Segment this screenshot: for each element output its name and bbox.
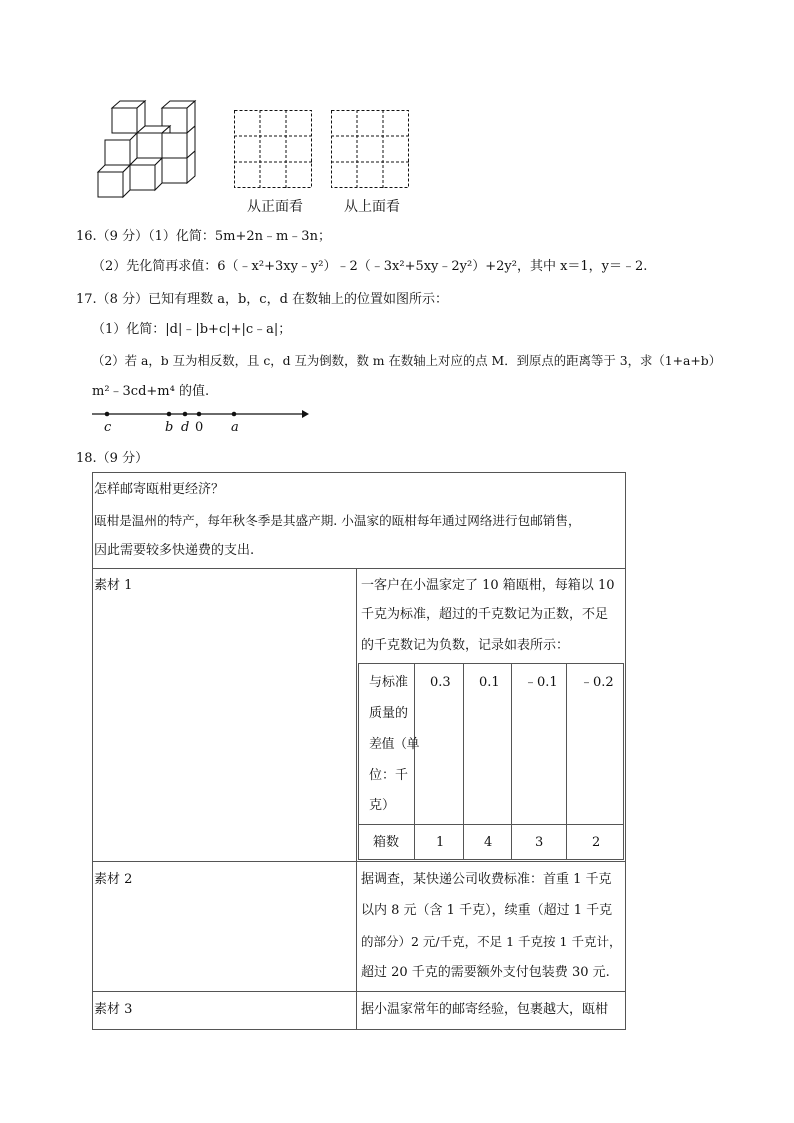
label-zero: 0 — [195, 420, 204, 435]
q17-part1: （1）化简：|d|﹣|b+c|+|c﹣a|； — [92, 322, 292, 337]
material2-line2: 以内 8 元（含 1 千克），续重（超过 1 千克 — [361, 903, 613, 918]
count-cell: 4 — [484, 835, 493, 850]
q17-head: 17.（8 分）已知有理数 a，b，c，d 在数轴上的位置如图所示： — [76, 292, 449, 307]
row-header-line2: 质量的 — [369, 706, 409, 721]
material3-label: 素材 3 — [94, 1002, 133, 1017]
top-view-label: 从上面看 — [344, 199, 400, 215]
q16-part2: （2）先化简再求值：6（﹣x²+3xy﹣y²）﹣2（﹣3x²+5xy﹣2y²）+2y²，其中 x＝1，y＝﹣2. — [92, 259, 648, 274]
count-header: 箱数 — [373, 835, 400, 850]
diff-cell: ﹣0.1 — [524, 675, 558, 690]
material2-line3: 的部分）2 元/千克，不足 1 千克按 1 千克计， — [361, 934, 622, 949]
front-view-grid — [234, 110, 314, 190]
label-b: b — [165, 420, 174, 435]
row-header-line5: 克） — [369, 798, 396, 813]
material2-line1: 据调查，某快递公司收费标准：首重 1 千克 — [361, 872, 612, 887]
diff-cell: ﹣0.2 — [580, 675, 614, 690]
material3-line1: 据小温家常年的邮寄经验，包裹越大，瓯柑 — [361, 1002, 609, 1017]
point-a — [232, 412, 237, 417]
point-c — [105, 412, 110, 417]
count-cell: 3 — [535, 835, 544, 850]
q17-part2-line1: （2）若 a，b 互为相反数，且 c，d 互为倒数，数 m 在数轴上对应的点 M．到原点的距离等于 3，求（1+a+b） — [92, 353, 722, 368]
material1-line3: 的千克数记为负数，记录如表所示： — [361, 638, 570, 653]
point-b — [167, 412, 172, 417]
diff-cell: 0.3 — [430, 675, 451, 690]
material1-label: 素材 1 — [94, 578, 133, 593]
count-cell: 2 — [592, 835, 601, 850]
label-d: d — [181, 420, 190, 435]
label-c: c — [104, 420, 112, 435]
point-zero — [197, 412, 202, 417]
label-a: a — [231, 420, 239, 435]
material2-label: 素材 2 — [94, 872, 133, 887]
count-cell: 1 — [436, 835, 445, 850]
material1-line2: 千克为标准，超过的千克数记为正数，不足 — [361, 607, 609, 622]
top-view-grid — [331, 110, 411, 190]
q18-intro-line2: 因此需要较多快递费的支出. — [94, 543, 255, 558]
row-header-line3: 差值（单 — [369, 737, 420, 752]
material2-line4: 超过 20 千克的需要额外支付包装费 30 元. — [361, 965, 610, 980]
q18-head: 18.（9 分） — [76, 451, 149, 466]
row-header-line4: 位：千 — [369, 768, 409, 783]
number-line — [92, 407, 312, 421]
q16-head: 16.（9 分）（1）化简：5m+2n﹣m﹣3n； — [76, 229, 331, 244]
q18-intro-line1: 瓯柑是温州的特产，每年秋冬季是其盛产期. 小温家的瓯柑每年通过网络进行包邮销售， — [94, 513, 581, 528]
point-d — [183, 412, 188, 417]
row-header-line1: 与标准 — [369, 675, 409, 690]
q18-title: 怎样邮寄瓯柑更经济？ — [94, 482, 225, 497]
cube-stack-figure — [90, 98, 205, 203]
q17-part2-line2: m²﹣3cd+m⁴ 的值. — [92, 384, 210, 399]
material1-line1: 一客户在小温家定了 10 箱瓯柑，每箱以 10 — [361, 578, 615, 593]
front-view-label: 从正面看 — [247, 199, 303, 215]
diff-cell: 0.1 — [479, 675, 500, 690]
